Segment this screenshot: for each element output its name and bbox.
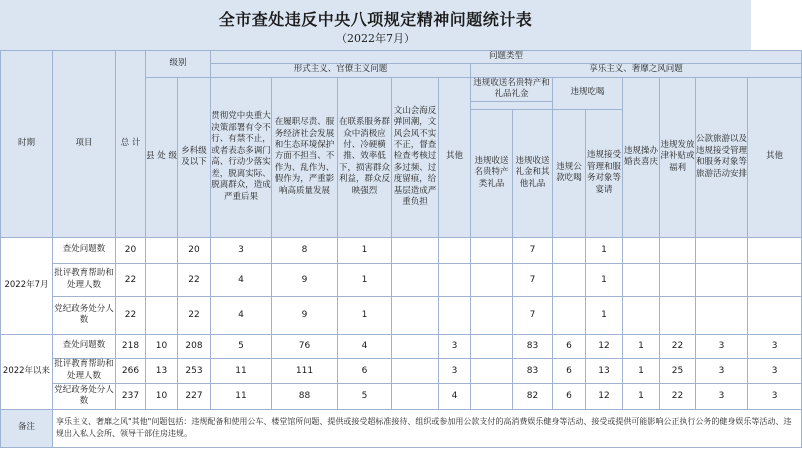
h7-cell: 3 <box>696 383 748 409</box>
header-formalism-1: 贯彻党中央重大决策部署有令不行、有禁不止，或者表态多调门高、行动少落实差，脱离实际、脱离群众，造成严重后果 <box>211 77 272 237</box>
header-formalism-4: 文山会海反弹回潮，文风会风不实不正，督查检查考核过多过频、过度留痕，给基层造成严重负担 <box>392 77 439 237</box>
h4-cell: 12 <box>586 334 623 358</box>
h7-cell: 3 <box>696 358 748 383</box>
item-cell: 党纪政务处分人数 <box>53 383 116 409</box>
total-cell: 20 <box>116 237 146 263</box>
total-cell: 237 <box>116 383 146 409</box>
county-cell <box>146 263 178 296</box>
h2-cell: 7 <box>513 237 553 263</box>
h2-cell: 7 <box>513 263 553 296</box>
f2-cell: 88 <box>272 383 338 409</box>
period-cell: 2022年7月 <box>1 237 53 334</box>
header-hedonism-1: 违规收送名贵特产类礼品 <box>471 109 513 237</box>
h6-cell: 22 <box>660 383 696 409</box>
h3-cell <box>553 296 586 334</box>
f1-cell: 5 <box>211 334 272 358</box>
h6-cell <box>660 296 696 334</box>
h-other-cell <box>748 263 802 296</box>
h-other-cell: 3 <box>748 383 802 409</box>
h1-cell <box>471 263 513 296</box>
f1-cell: 11 <box>211 383 272 409</box>
h3-cell: 6 <box>553 358 586 383</box>
h-other-cell <box>748 296 802 334</box>
statistics-table <box>0 50 802 448</box>
h2-cell: 7 <box>513 296 553 334</box>
f3-cell: 1 <box>338 237 392 263</box>
header-period: 时期 <box>1 51 53 238</box>
h1-cell <box>471 296 513 334</box>
total-cell: 22 <box>116 263 146 296</box>
f4-cell <box>392 263 439 296</box>
f1-cell: 4 <box>211 296 272 334</box>
h5-cell: 1 <box>623 334 660 358</box>
h3-cell <box>553 263 586 296</box>
header-formalism: 形式主义、官僚主义问题 <box>211 63 471 77</box>
h-other-cell: 3 <box>748 334 802 358</box>
item-cell: 党纪政务处分人数 <box>53 296 116 334</box>
period-cell: 2022年以来 <box>1 334 53 409</box>
h4-cell: 13 <box>586 358 623 383</box>
total-cell: 266 <box>116 358 146 383</box>
total-cell: 22 <box>116 296 146 334</box>
f1-cell: 3 <box>211 237 272 263</box>
f2-cell: 9 <box>272 296 338 334</box>
township-cell: 227 <box>178 383 211 409</box>
header-hedonism-7: 公款旅游以及违规接受管理和服务对象等旅游活动安排 <box>696 77 748 237</box>
h2-cell: 83 <box>513 334 553 358</box>
note-row <box>1 409 802 447</box>
page-title: 全市查处违反中央八项规定精神问题统计表 <box>218 10 533 29</box>
header-level: 级别 <box>146 51 211 78</box>
h1-cell <box>471 237 513 263</box>
f3-cell: 1 <box>338 296 392 334</box>
f-other-cell <box>439 296 471 334</box>
f4-cell <box>392 358 439 383</box>
h5-cell: 1 <box>623 383 660 409</box>
h3-cell: 6 <box>553 334 586 358</box>
county-cell <box>146 237 178 263</box>
header-total: 总 计 <box>116 51 146 238</box>
f2-cell: 76 <box>272 334 338 358</box>
h6-cell: 22 <box>660 334 696 358</box>
township-cell: 22 <box>178 296 211 334</box>
note-label: 备注 <box>1 409 53 447</box>
f4-cell <box>392 296 439 334</box>
header-formalism-2: 在履职尽责、服务经济社会发展和生态环境保护方面不担当、不作为、乱作为、假作为，严重影响高质量发展 <box>272 77 338 237</box>
item-cell: 批评教育帮助和处理人数 <box>53 358 116 383</box>
header-level-county: 县 处 级 <box>146 77 178 237</box>
h-other-cell <box>748 237 802 263</box>
f-other-cell <box>439 237 471 263</box>
county-cell: 13 <box>146 358 178 383</box>
header-formalism-other: 其他 <box>439 77 471 237</box>
f-other-cell: 3 <box>439 334 471 358</box>
h-other-cell: 3 <box>748 358 802 383</box>
table-row <box>1 237 802 263</box>
h6-cell: 25 <box>660 358 696 383</box>
note-text: 享乐主义、奢靡之风"其他"问题包括：违规配备和使用公车、楼堂馆所问题、提供或接受超标准接待、组织或参加用公款支付的高消费娱乐健身等活动、接受或提供可能影响公正执行公务的健身娱乐等活动、违规出入私人会所、领导干部住房违规。 <box>53 409 802 447</box>
page-subtitle: （2022年7月） <box>336 32 415 45</box>
header-meal-group: 违规吃喝 <box>553 77 623 109</box>
f3-cell: 4 <box>338 334 392 358</box>
item-cell: 查处问题数 <box>53 334 116 358</box>
township-cell: 208 <box>178 334 211 358</box>
h5-cell <box>623 296 660 334</box>
item-cell: 批评教育帮助和处理人数 <box>53 263 116 296</box>
header-hedonism-3: 违规公款吃喝 <box>553 109 586 237</box>
table-row <box>1 263 802 296</box>
township-cell: 20 <box>178 237 211 263</box>
h6-cell <box>660 237 696 263</box>
f4-cell <box>392 334 439 358</box>
header-hedonism-4: 违规接受管理和服务对象等宴请 <box>586 109 623 237</box>
h5-cell: 1 <box>623 358 660 383</box>
h1-cell <box>471 358 513 383</box>
table-row <box>1 334 802 358</box>
h2-cell: 83 <box>513 358 553 383</box>
h7-cell <box>696 263 748 296</box>
header-problem-type: 问题类型 <box>211 51 802 64</box>
header-hedonism: 享乐主义、奢靡之风问题 <box>471 63 802 77</box>
f2-cell: 9 <box>272 263 338 296</box>
h1-cell <box>471 383 513 409</box>
f2-cell: 111 <box>272 358 338 383</box>
h7-cell: 3 <box>696 334 748 358</box>
h4-cell: 1 <box>586 263 623 296</box>
h4-cell: 1 <box>586 237 623 263</box>
f1-cell: 4 <box>211 263 272 296</box>
h4-cell: 12 <box>586 383 623 409</box>
header-item: 项目 <box>53 51 116 238</box>
f-other-cell: 4 <box>439 383 471 409</box>
table-row <box>1 383 802 409</box>
f2-cell: 8 <box>272 237 338 263</box>
f-other-cell <box>439 263 471 296</box>
table-row <box>1 358 802 383</box>
county-cell: 10 <box>146 383 178 409</box>
header-hedonism-6: 违规发放津补贴或福利 <box>660 77 696 237</box>
header-formalism-3: 在联系服务群众中消极应付、冷硬横推、效率低下，损害群众利益，群众反映强烈 <box>338 77 392 237</box>
total-cell: 218 <box>116 334 146 358</box>
header-level-township: 乡科级及以下 <box>178 77 211 237</box>
header-hedonism-other: 其他 <box>748 77 802 237</box>
h2-cell: 82 <box>513 383 553 409</box>
h7-cell <box>696 237 748 263</box>
table-row <box>1 296 802 334</box>
h4-cell: 1 <box>586 296 623 334</box>
f3-cell: 5 <box>338 383 392 409</box>
item-cell: 查处问题数 <box>53 237 116 263</box>
county-cell <box>146 296 178 334</box>
f4-cell <box>392 383 439 409</box>
f-other-cell: 3 <box>439 358 471 383</box>
township-cell: 253 <box>178 358 211 383</box>
h3-cell: 6 <box>553 383 586 409</box>
h3-cell <box>553 237 586 263</box>
h5-cell <box>623 263 660 296</box>
f3-cell: 1 <box>338 263 392 296</box>
f4-cell <box>392 237 439 263</box>
header-hedonism-2: 违规收送礼金和其他礼品 <box>513 109 553 237</box>
h6-cell <box>660 263 696 296</box>
f3-cell: 6 <box>338 358 392 383</box>
f1-cell: 11 <box>211 358 272 383</box>
h5-cell <box>623 237 660 263</box>
township-cell: 22 <box>178 263 211 296</box>
h1-cell <box>471 334 513 358</box>
header-hedonism-5: 违规操办婚丧喜庆 <box>623 77 660 237</box>
county-cell: 10 <box>146 334 178 358</box>
header-gift-group: 违规收送名贵特产和礼品礼金 <box>471 77 553 101</box>
h7-cell <box>696 296 748 334</box>
